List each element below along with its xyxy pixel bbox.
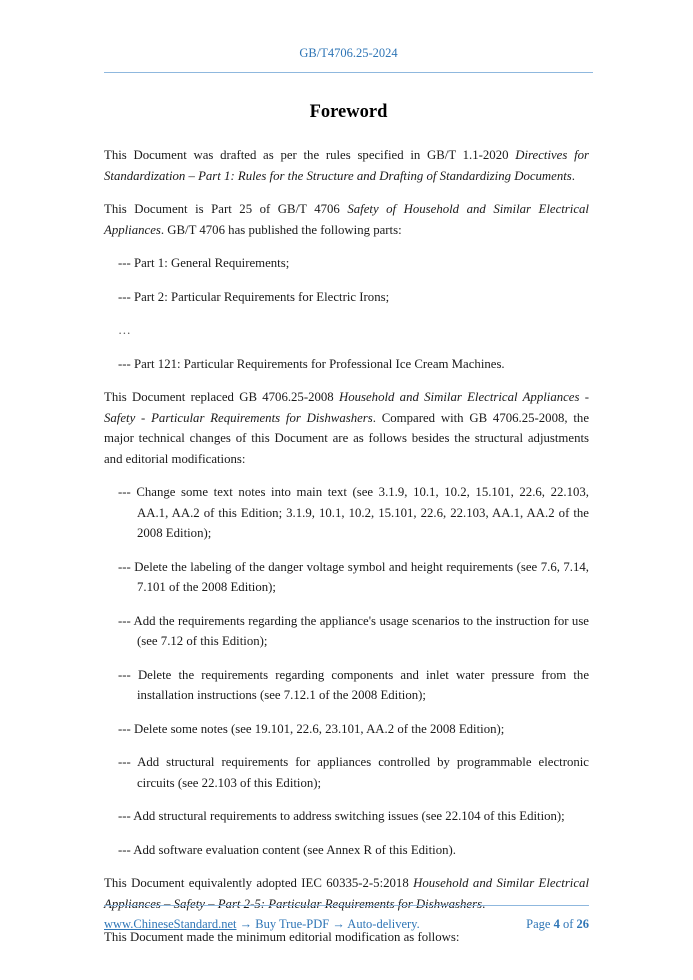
replaced-standard-title: Household and Similar Electrical Appliances - Safety - Particular Requirements for Dishwashers <box>104 390 589 425</box>
header-divider <box>104 72 593 73</box>
page-title: Foreword <box>309 102 388 122</box>
list-item-part: --- Part 2: Particular Requirements for Electric Irons; <box>118 289 390 304</box>
list-ellipsis: … <box>118 323 131 337</box>
paragraph-part-of-series: This Document is Part 25 of GB/T 4706 Safety of Household and Similar Electrical Appliances. GB/T 4706 has published the following parts: <box>104 202 589 237</box>
document-header-id: GB/T4706.25-2024 <box>299 46 398 60</box>
website-link[interactable]: www.ChineseStandard.net <box>104 917 237 931</box>
list-item-change: --- Add structural requirements for appliances controlled by programmable electronic circuits (see 22.103 of this Edition); <box>118 755 589 790</box>
page-indicator: Page 4 of 26 <box>526 917 589 931</box>
paragraph-iec-adoption: This Document equivalently adopted IEC 60335-2-5:2018 Household and Similar Electrical Appliances – Safety – Part 2-5: Particular Requirements for Dishwashers. <box>104 876 589 911</box>
iec-standard-title: Household and Similar Electrical Appliances – Safety – Part 2-5: Particular Requirements for Dishwashers <box>104 876 589 911</box>
current-page: 4 <box>553 917 560 931</box>
list-item-change: --- Change some text notes into main text (see 3.1.9, 10.1, 10.2, 15.101, 22.6, 22.103, AA.1, AA.2 of this Edition; 3.1.9, 10.1, 10.2, 15.101, 22.6, 22.103, AA.1, AA.2 of the 2008 Edition); <box>118 485 589 540</box>
list-item-change: --- Delete the labeling of the danger voltage symbol and height requirements (see 7.6, 7.14, 7.101 of the 2008 Edition); <box>118 559 589 594</box>
list-item-part: --- Part 121: Particular Requirements for Professional Ice Cream Machines. <box>118 356 505 371</box>
list-item-change: --- Add the requirements regarding the appliance's usage scenarios to the instruction for use (see 7.12 of this Edition); <box>118 613 589 648</box>
document-body <box>104 145 589 961</box>
list-item-change: --- Delete some notes (see 19.101, 22.6, 23.101, AA.2 of the 2008 Edition); <box>118 721 505 736</box>
footer-divider <box>104 905 589 906</box>
page-footer <box>104 917 589 932</box>
standard-title: Directives for Standardization – Part 1: Rules for the Structure and Drafting of Standardizing Documents <box>104 148 589 183</box>
total-pages: 26 <box>576 917 589 931</box>
list-item-change: --- Add software evaluation content (see Annex R of this Edition). <box>118 842 456 857</box>
paragraph-drafting-rules: This Document was drafted as per the rules specified in GB/T 1.1-2020 Directives for Standardization – Part 1: Rules for the Structure and Drafting of Standardizing Documents. <box>104 148 589 183</box>
series-title: Safety of Household and Similar Electrical Appliances <box>104 202 589 237</box>
paragraph-replaced-standard: This Document replaced GB 4706.25-2008 Household and Similar Electrical Appliances - Safety - Particular Requirements for Dishwashers. Compared with GB 4706.25-2008, the major technical changes of this Document are as follows besides the structural adjustments and editorial modifications: <box>104 390 590 466</box>
footer-promo <box>104 917 420 932</box>
list-item-part: --- Part 1: General Requirements; <box>118 256 290 270</box>
list-item-change: --- Delete the requirements regarding components and inlet water pressure from the installation instructions (see 7.12.1 of the 2008 Edition); <box>118 667 589 702</box>
promo-text: → Buy True-PDF → Auto-delivery. <box>236 917 420 931</box>
list-item-change: --- Add structural requirements to address switching issues (see 22.104 of this Edition); <box>118 809 565 823</box>
paragraph-editorial-modification: This Document made the minimum editorial modification as follows: <box>104 930 460 944</box>
